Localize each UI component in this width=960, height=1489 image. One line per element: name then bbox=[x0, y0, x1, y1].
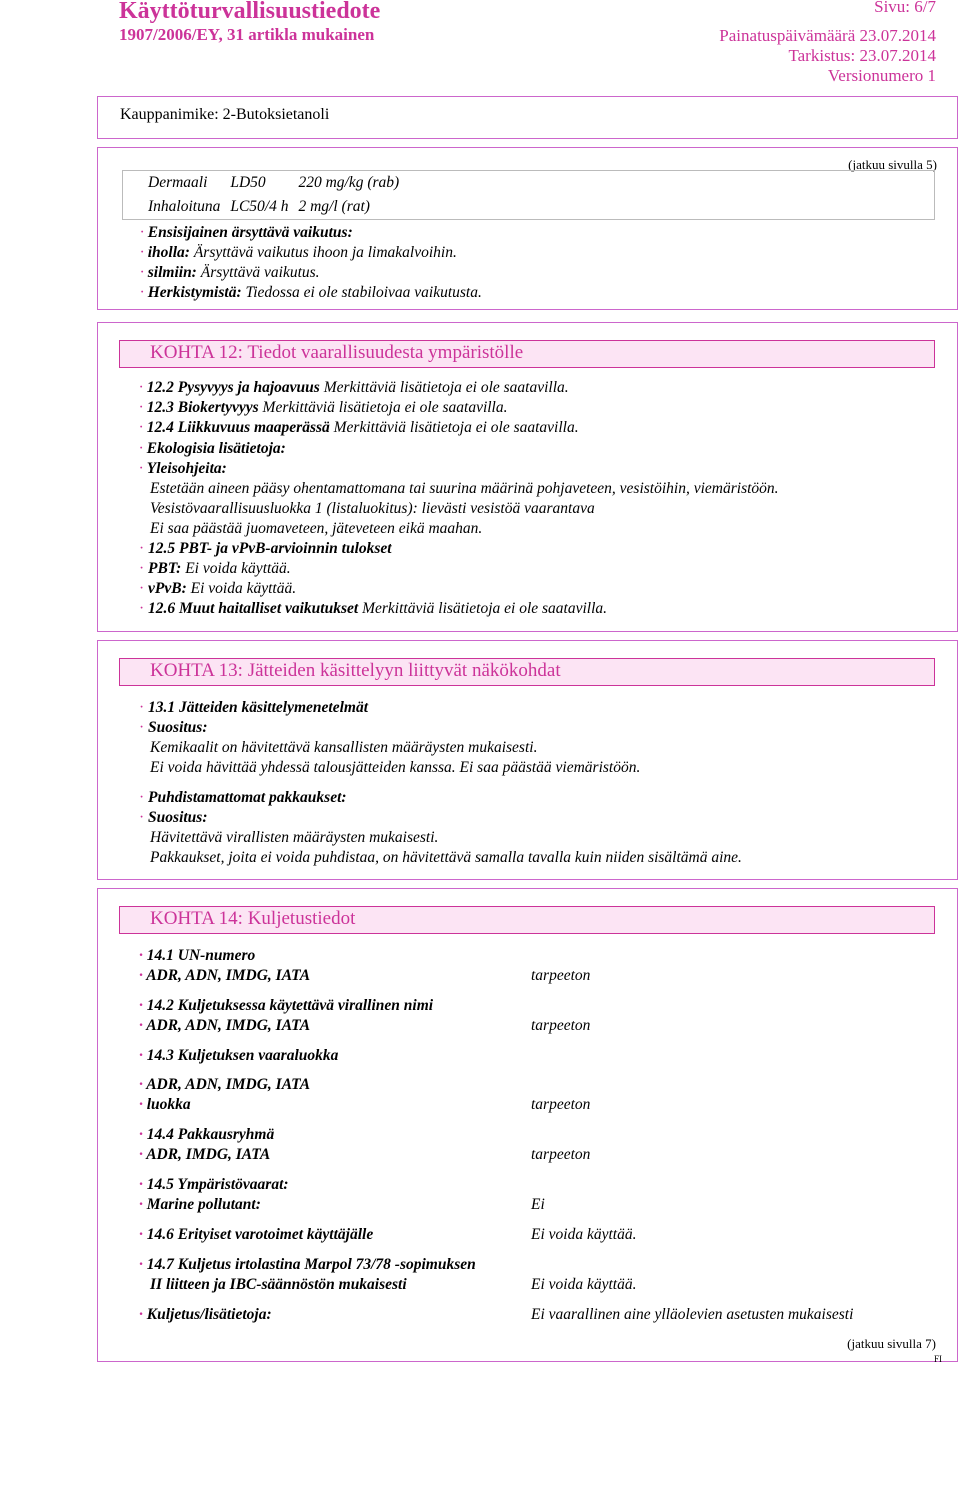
list-item: · 14.5 Ympäristövaarat: bbox=[139, 1176, 289, 1193]
list-item: · Marine pollutant: bbox=[139, 1196, 261, 1213]
paragraph: Vesistövaarallisuusluokka 1 (listaluokitus): lievästi vesistöä vaarantava bbox=[150, 500, 595, 517]
list-item: · ADR, ADN, IMDG, IATA bbox=[139, 967, 311, 984]
continued-from-note: (jatkuu sivulla 5) bbox=[848, 157, 937, 172]
list-item: · 14.3 Kuljetuksen vaaraluokka bbox=[139, 1047, 339, 1064]
tox-route: Inhaloituna bbox=[148, 198, 221, 215]
list-item: · ADR, IMDG, IATA bbox=[139, 1146, 271, 1163]
list-item: · iholla: Ärsyttävä vaikutus ihoon ja limakalvoihin. bbox=[140, 244, 457, 261]
list-item: · 14.4 Pakkausryhmä bbox=[139, 1126, 275, 1143]
list-item: II liitteen ja IBC-säännöstön mukaisesti bbox=[150, 1276, 407, 1293]
list-item: · Ensisijainen ärsyttävä vaikutus: bbox=[140, 224, 353, 241]
list-item: · Kuljetus/lisätietoja: bbox=[139, 1306, 272, 1323]
regulation-reference: 1907/2006/EY, 31 artikla mukainen bbox=[119, 25, 375, 44]
section-11-continuation bbox=[97, 147, 958, 310]
page-number: Sivu: 6/7 bbox=[874, 0, 936, 16]
section-12-title: KOHTA 12: Tiedot vaarallisuudesta ympäristölle bbox=[150, 342, 524, 363]
list-item: · Puhdistamattomat pakkaukset: bbox=[139, 789, 347, 806]
list-item: · 14.7 Kuljetus irtolastina Marpol 73/78 -sopimuksen bbox=[139, 1256, 476, 1273]
tox-value: 220 mg/kg (rab) bbox=[298, 174, 400, 191]
section-13-title: KOHTA 13: Jätteiden käsittelyyn liittyvät näkökohdat bbox=[150, 660, 561, 681]
tox-type: LD50 bbox=[230, 174, 266, 191]
list-item: · Suositus: bbox=[139, 719, 208, 736]
list-item: · Suositus: bbox=[139, 809, 208, 826]
list-item: · 12.6 Muut haitalliset vaikutukset Merkittäviä lisätietoja ei ole saatavilla. bbox=[139, 600, 608, 617]
section-13-header bbox=[119, 658, 935, 686]
table-row bbox=[143, 195, 404, 219]
toxicity-table bbox=[143, 171, 404, 219]
list-item: · PBT: Ei voida käyttää. bbox=[139, 560, 291, 577]
tox-value: 2 mg/l (rat) bbox=[298, 198, 370, 215]
list-item: · silmiin: Ärsyttävä vaikutus. bbox=[140, 264, 320, 281]
list-item: · 13.1 Jätteiden käsittelymenetelmät bbox=[139, 699, 369, 716]
transport-value: tarpeeton bbox=[531, 1017, 591, 1034]
list-item: · ADR, ADN, IMDG, IATA bbox=[139, 1076, 311, 1093]
transport-value: Ei voida käyttää. bbox=[531, 1276, 637, 1293]
table-row bbox=[143, 171, 404, 195]
transport-value: tarpeeton bbox=[531, 1096, 591, 1113]
trade-name: Kauppanimike: 2-Butoksietanoli bbox=[120, 106, 330, 123]
document-title: Käyttöturvallisuustiedote bbox=[119, 0, 381, 24]
revision-date: Tarkistus: 23.07.2014 bbox=[788, 46, 936, 65]
transport-value: tarpeeton bbox=[531, 1146, 591, 1163]
list-item: · Herkistymistä: Tiedossa ei ole stabiloivaa vaikutusta. bbox=[140, 284, 482, 301]
paragraph: Pakkaukset, joita ei voida puhdistaa, on hävitettävä samalla tavalla kuin niiden sisältämä aine. bbox=[150, 849, 742, 866]
list-item: · 12.4 Liikkuvuus maaperässä Merkittäviä lisätietoja ei ole saatavilla. bbox=[139, 419, 579, 436]
transport-value: tarpeeton bbox=[531, 967, 591, 984]
list-item: · ADR, ADN, IMDG, IATA bbox=[139, 1017, 311, 1034]
paragraph: Hävitettävä virallisten määräysten mukaisesti. bbox=[150, 829, 439, 846]
list-item: · 14.1 UN-numero bbox=[139, 947, 256, 964]
transport-value: Ei voida käyttää. bbox=[531, 1226, 637, 1243]
trade-name-box bbox=[97, 96, 958, 139]
section-14-header bbox=[119, 906, 935, 934]
list-item: · 14.2 Kuljetuksessa käytettävä virallinen nimi bbox=[139, 997, 434, 1014]
list-item: · 14.6 Erityiset varotoimet käyttäjälle bbox=[139, 1226, 374, 1243]
list-item: · vPvB: Ei voida käyttää. bbox=[139, 580, 297, 597]
tox-type: LC50/4 h bbox=[230, 198, 289, 215]
paragraph: Estetään aineen pääsy ohentamattomana tai suurina määrinä pohjaveteen, vesistöihin, viemäristöön. bbox=[150, 480, 779, 497]
list-item: · 12.5 PBT- ja vPvB-arvioinnin tulokset bbox=[139, 540, 392, 557]
continued-to-note: (jatkuu sivulla 7) bbox=[847, 1336, 936, 1351]
transport-value: Ei bbox=[531, 1196, 545, 1213]
transport-value: Ei vaarallinen aine ylläolevien asetusten mukaisesti bbox=[531, 1306, 854, 1323]
version-number: Versionumero 1 bbox=[827, 66, 936, 85]
print-date: Painatuspäivämäärä 23.07.2014 bbox=[719, 26, 936, 45]
country-code: FI bbox=[933, 1354, 942, 1364]
section-12-header bbox=[119, 340, 935, 368]
paragraph: Ei saa päästää juomaveteen, jäteveteen eikä maahan. bbox=[150, 520, 483, 537]
list-item: · 12.2 Pysyvyys ja hajoavuus Merkittäviä lisätietoja ei ole saatavilla. bbox=[139, 379, 569, 396]
section-14-title: KOHTA 14: Kuljetustiedot bbox=[150, 908, 356, 929]
tox-route: Dermaali bbox=[148, 174, 208, 191]
list-item: · luokka bbox=[139, 1096, 191, 1113]
toxicity-table-frame bbox=[122, 170, 935, 220]
list-item: · Ekologisia lisätietoja: bbox=[139, 440, 286, 457]
paragraph: Ei voida hävittää yhdessä talousjätteiden kanssa. Ei saa päästää viemäristöön. bbox=[150, 759, 641, 776]
list-item: · Yleisohjeita: bbox=[139, 460, 227, 477]
paragraph: Kemikaalit on hävitettävä kansallisten määräysten mukaisesti. bbox=[150, 739, 538, 756]
list-item: · 12.3 Biokertyvyys Merkittäviä lisätietoja ei ole saatavilla. bbox=[139, 399, 508, 416]
